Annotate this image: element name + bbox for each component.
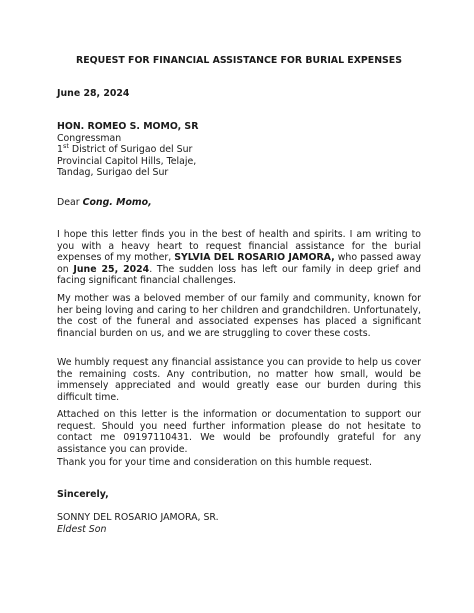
recipient-address-line1: Provincial Capitol Hills, Telaje, xyxy=(57,155,197,167)
recipient-address-line2: Tandag, Surigao del Sur xyxy=(57,167,169,179)
paragraph-4: Attached on this letter is the information or documentation to support our request. Should you need further information please do not hesitate to contact me 09197110431. We would be profoundly grateful for any assistance you can provide. xyxy=(57,409,421,455)
paragraph-2: My mother was a beloved member of our family and community, known for her being loving and caring to her children and grandchildren. Unfortunately, the cost of the funeral and associated expenses has placed a significant financial burden on us, and we are struggling to cover these costs. xyxy=(57,293,421,339)
recipient-name: HON. ROMEO S. MOMO, SR xyxy=(57,121,199,132)
signatory-name: SONNY DEL ROSARIO JAMORA, SR. xyxy=(57,512,219,523)
letter-title: REQUEST FOR FINANCIAL ASSISTANCE FOR BURIAL EXPENSES xyxy=(76,55,402,66)
district-text: District of Surigao del Sur xyxy=(68,144,193,156)
signature-block xyxy=(57,512,421,535)
paragraph-1 xyxy=(57,229,421,287)
salutation-prefix: Dear xyxy=(57,197,83,208)
paragraph-1-text-b: who passed away on xyxy=(57,252,421,275)
paragraph-1-text-c: . The sudden loss has left our family in deep grief and facing significant financial challenges. xyxy=(57,263,421,287)
district-ordinal: st xyxy=(62,142,69,151)
recipient-district xyxy=(57,144,421,156)
deceased-name: SYLVIA DEL ROSARIO JAMORA, xyxy=(174,252,335,264)
salutation-name: Cong. Momo, xyxy=(82,197,152,208)
date-of-death: June 25, 2024 xyxy=(73,263,150,275)
letter-date: June 28, 2024 xyxy=(57,88,130,99)
signatory-relation: Eldest Son xyxy=(57,523,107,535)
paragraph-1-text-a: I hope this letter finds you in the best of health and spirits. I am writing to you with a heavy heart to request financial assistance for the burial expenses of my mother, xyxy=(57,229,421,264)
paragraph-5: Thank you for your time and consideration on this humble request. xyxy=(57,457,372,468)
recipient-address xyxy=(57,121,421,179)
recipient-position: Congressman xyxy=(57,132,122,144)
district-number: 1 xyxy=(57,144,63,156)
salutation xyxy=(57,197,421,209)
paragraph-3: We humbly request any financial assistance you can provide to help us cover the remaining costs. Any contribution, no matter how small, would be immensely appreciated and would greatly ease our burden during this difficult time. xyxy=(57,357,421,403)
closing: Sincerely, xyxy=(57,489,109,500)
